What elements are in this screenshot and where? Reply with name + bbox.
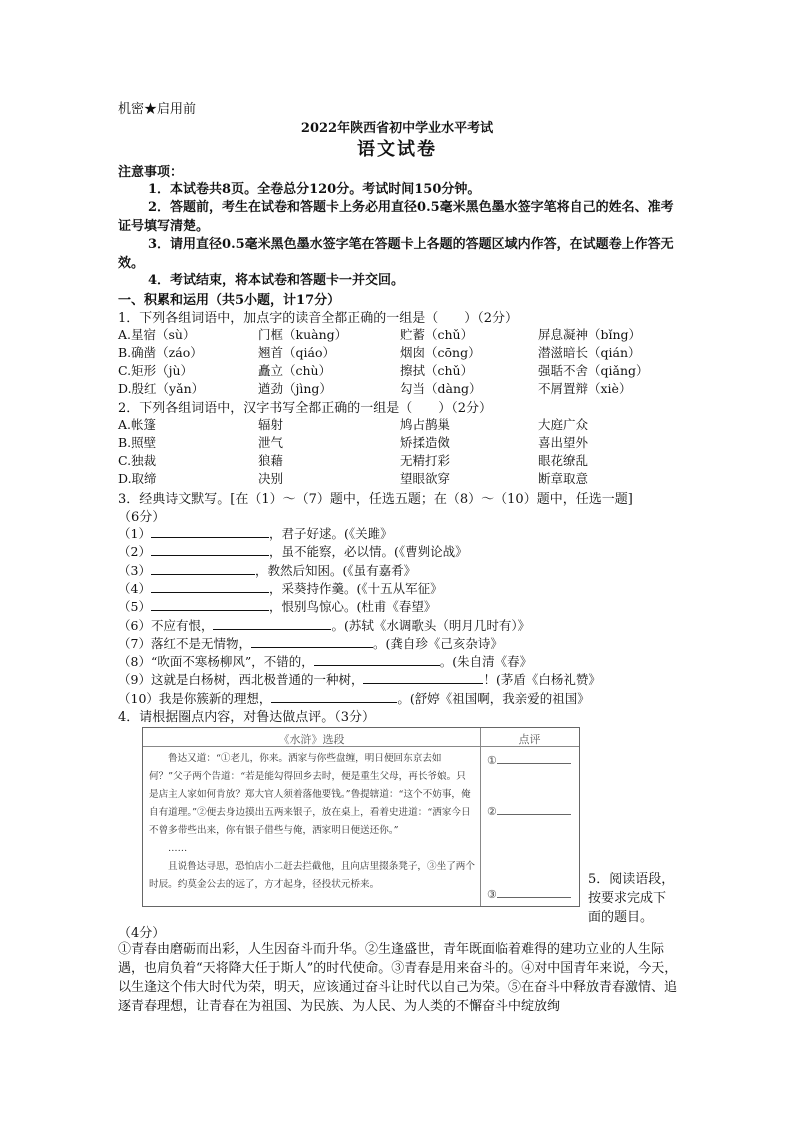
q3-item-prefix: （5） (118, 599, 151, 615)
confidential-label: 机密★启用前 (118, 102, 197, 117)
q1-option-cell: 贮蓄（chǔ） (400, 327, 474, 342)
q5-passage: ①青春由磨砺而出彩，人生因奋斗而升华。②生逢盛世，青年既面临着难得的建功立业的人生际遇，也肩负着“天将降大任于斯人”的时代使命。③青春是用来奋斗的。④对中国青年来说，今天，以生逢这个伟大时代为荣，明天，应该通过奋斗让时代以自己为荣。⑤在奋斗中释放青春激情、追逐青春理想，让青春在为祖国、为民族、为人民、为人类的不懈奋斗中绽放绚 (118, 942, 678, 1014)
q3-answer-blank[interactable] (151, 599, 269, 611)
table-divider (480, 728, 481, 906)
q3-item (118, 561, 416, 579)
q3-stem: 3．经典诗文默写。[在（1）～（7）题中，任选五题；在（8）～（10）题中，任选一题] (118, 492, 633, 507)
q2-stem: 2．下列各组词语中，汉字书写全都正确的一组是（ ）（2分） (118, 401, 493, 416)
q1-option-cell: 遒劲（jìng） (258, 381, 332, 396)
q2-option-cell: 矫揉造傚 (400, 435, 451, 450)
q3-item-source: 。(朱自清《春》 (439, 654, 533, 670)
q3-item-prefix: （4） (118, 580, 151, 596)
comment-mark-3: ③ (487, 888, 497, 901)
section-title: 一、积累和运用（共5小题，计17分） (118, 293, 341, 308)
q1-option-cell: 门框（kuàng） (258, 327, 348, 342)
q2-option-cell: 辐射 (258, 417, 284, 432)
q2-option-cell: D.取缔 (118, 471, 157, 486)
q3-item-source: ，采葵持作羹。(《十五从军征》 (268, 580, 443, 596)
q3-score: （6分） (118, 510, 166, 525)
q3-answer-blank[interactable] (363, 672, 483, 684)
q2-option-cell: 无精打彩 (400, 453, 451, 468)
q2-option-cell: 鸠占鹊巢 (400, 417, 451, 432)
q3-item-prefix: （8）“吹面不寒杨柳风”，不错的， (118, 654, 314, 670)
q3-item (118, 616, 530, 634)
q3-item-prefix: （7）落红不是无情物， (118, 635, 251, 651)
paper-title: 语文试卷 (357, 139, 437, 160)
excerpt-paragraph-1: 鲁达又道：“①老儿，你来。洒家与你些盘缠，明日便回东京去如何？”父子两个告道：“若是能勾得回乡去时，便是重生父母，再长爷娘。只是店主人家如何肯放？郑大官人须着落他要钱。”鲁提辖道：“这个不妨事，俺自有道理。”②便去身边摸出五两来银子，放在桌上，看着史进道：“洒家今日不曾多带些出来，你有银子借些与俺，洒家明日便送还你。” (149, 753, 471, 836)
q3-answer-blank[interactable] (314, 654, 440, 666)
q3-answer-blank[interactable] (151, 526, 269, 538)
q3-answer-blank[interactable] (151, 581, 269, 593)
q3-answer-blank[interactable] (151, 563, 255, 575)
q1-option-cell: 擦拭（chǔ） (400, 363, 474, 378)
q3-item (118, 524, 393, 542)
q1-option-cell: 强聒不舍（qiǎng） (538, 363, 649, 378)
q1-option-cell: C.矩形（jù） (118, 363, 194, 378)
q3-item (118, 634, 503, 652)
q2-option-cell: 泄气 (258, 435, 284, 450)
excerpt-header-left: 《水浒》选段 (278, 733, 345, 746)
comment-mark-2: ② (487, 805, 497, 818)
q3-answer-blank[interactable] (151, 544, 269, 556)
q2-option-cell: 望眼欲穿 (400, 471, 451, 486)
q3-item-source: ，君子好逑。(《关雎》 (268, 526, 393, 541)
q5-stem: 5．阅读语段，按要求完成下面的题目。 (588, 872, 675, 925)
q2-option-cell: 决别 (258, 471, 284, 486)
q3-item-prefix: （6）不应有恨， (118, 617, 214, 633)
q3-item-prefix: （10）我是你簇新的理想， (118, 690, 272, 706)
notice-item-1: 1．本试卷共8页。全卷总分120分。考试时间150分钟。 (148, 182, 481, 197)
q2-option-cell: A.帐篷 (118, 417, 157, 432)
q3-item (118, 670, 601, 688)
exam-title: 2022年陕西省初中学业水平考试 (300, 121, 494, 136)
q4-stem: 4．请根据圈点内容，对鲁达做点评。（3分） (118, 710, 376, 725)
q3-answer-blank[interactable] (213, 618, 331, 630)
q3-item-source: ，教然后知困。(《虽有嘉肴》 (254, 562, 417, 578)
q3-item-source: 。(苏轼《水调歌头（明月几时有）》 (331, 617, 531, 633)
q1-option-cell: 矗立（chù） (258, 363, 332, 378)
comment-slot-3[interactable] (487, 886, 571, 901)
q3-item-source: 。(龚自珍《己亥杂诗》 (372, 635, 503, 651)
q3-item-prefix: （1） (118, 526, 151, 541)
q1-option-cell: 烟囱（cōng） (400, 345, 481, 360)
q3-item-prefix: （2） (118, 544, 151, 560)
q3-item-source: ，恨别鸟惊心。(杜甫《春望》 (268, 599, 437, 615)
notice-item-3: 3．请用直径0.5毫米黑色墨水签字笔在答题卡上各题的答题区域内作答，在试题卷上作答无效。 (118, 237, 674, 271)
excerpt-table-header (143, 728, 579, 747)
notice-item-4: 4．考试结束，将本试卷和答题卡一并交回。 (148, 273, 405, 288)
q1-option-cell: A.星宿（sù） (118, 327, 196, 342)
q3-item (118, 597, 436, 615)
comment-slot-2[interactable] (487, 803, 571, 818)
q1-option-cell: 翘首（qiáo） (258, 345, 335, 360)
excerpt-paragraph-2: 且说鲁达寻思，恐怕店小二赶去拦截他，且向店里掇条凳子，③坐了两个时辰。约莫金公去的远了，方才起身，径投状元桥来。 (149, 861, 475, 890)
q3-item (118, 579, 443, 597)
notice-item-2: 2．答题前，考生在试卷和答题卡上务必用直径0.5毫米黑色墨水签字笔将自己的姓名、准考证号填写清楚。 (118, 200, 674, 234)
excerpt-ellipsis: …… (168, 843, 188, 854)
q1-option-cell: D.殷红（yǎn） (118, 381, 205, 396)
comment-mark-1: ① (487, 754, 497, 767)
q1-option-cell: 潜滋暗长（qián） (538, 345, 641, 360)
q3-item-source: 。(舒婷《祖国啊，我亲爱的祖国》 (397, 690, 590, 706)
notice-title: 注意事项： (118, 165, 184, 180)
excerpt-text (149, 750, 475, 894)
q1-option-cell: 不屑置辩（xiè） (538, 381, 632, 396)
q2-option-cell: 眼花缭乱 (538, 453, 589, 468)
q2-option-cell: 大庭广众 (538, 417, 589, 432)
q3-item-prefix: （9）这就是白杨树，西北极普通的一种树， (118, 672, 364, 688)
q3-item-source: ，虽不能察，必以情。(《曹刿论战》 (268, 544, 468, 560)
q2-option-cell: C.独裁 (118, 453, 157, 468)
q2-option-cell: 断章取意 (538, 471, 589, 486)
q3-answer-blank[interactable] (251, 636, 373, 648)
q3-item-prefix: （3） (118, 562, 151, 578)
q3-item-source: ！(茅盾《白杨礼赞》 (483, 672, 601, 688)
comment-slot-1[interactable] (487, 752, 571, 767)
excerpt-table (142, 727, 580, 907)
q2-option-cell: B.照壁 (118, 435, 157, 450)
excerpt-header-right: 点评 (518, 733, 541, 746)
q1-option-cell: B.确凿（záo） (118, 345, 203, 360)
q3-item (118, 689, 590, 707)
q3-item (118, 542, 468, 560)
q3-answer-blank[interactable] (271, 691, 397, 703)
q5-score: （4分） (118, 926, 166, 941)
q2-option-cell: 狼藉 (258, 453, 284, 468)
q1-option-cell: 勾当（dàng） (400, 381, 482, 396)
q2-option-cell: 喜出望外 (538, 435, 589, 450)
q1-option-cell: 屏息凝神（bǐng） (538, 327, 642, 342)
q3-item (118, 652, 532, 670)
q1-stem: 1．下列各组词语中，加点字的读音全都正确的一组是（ ）（2分） (118, 311, 519, 326)
